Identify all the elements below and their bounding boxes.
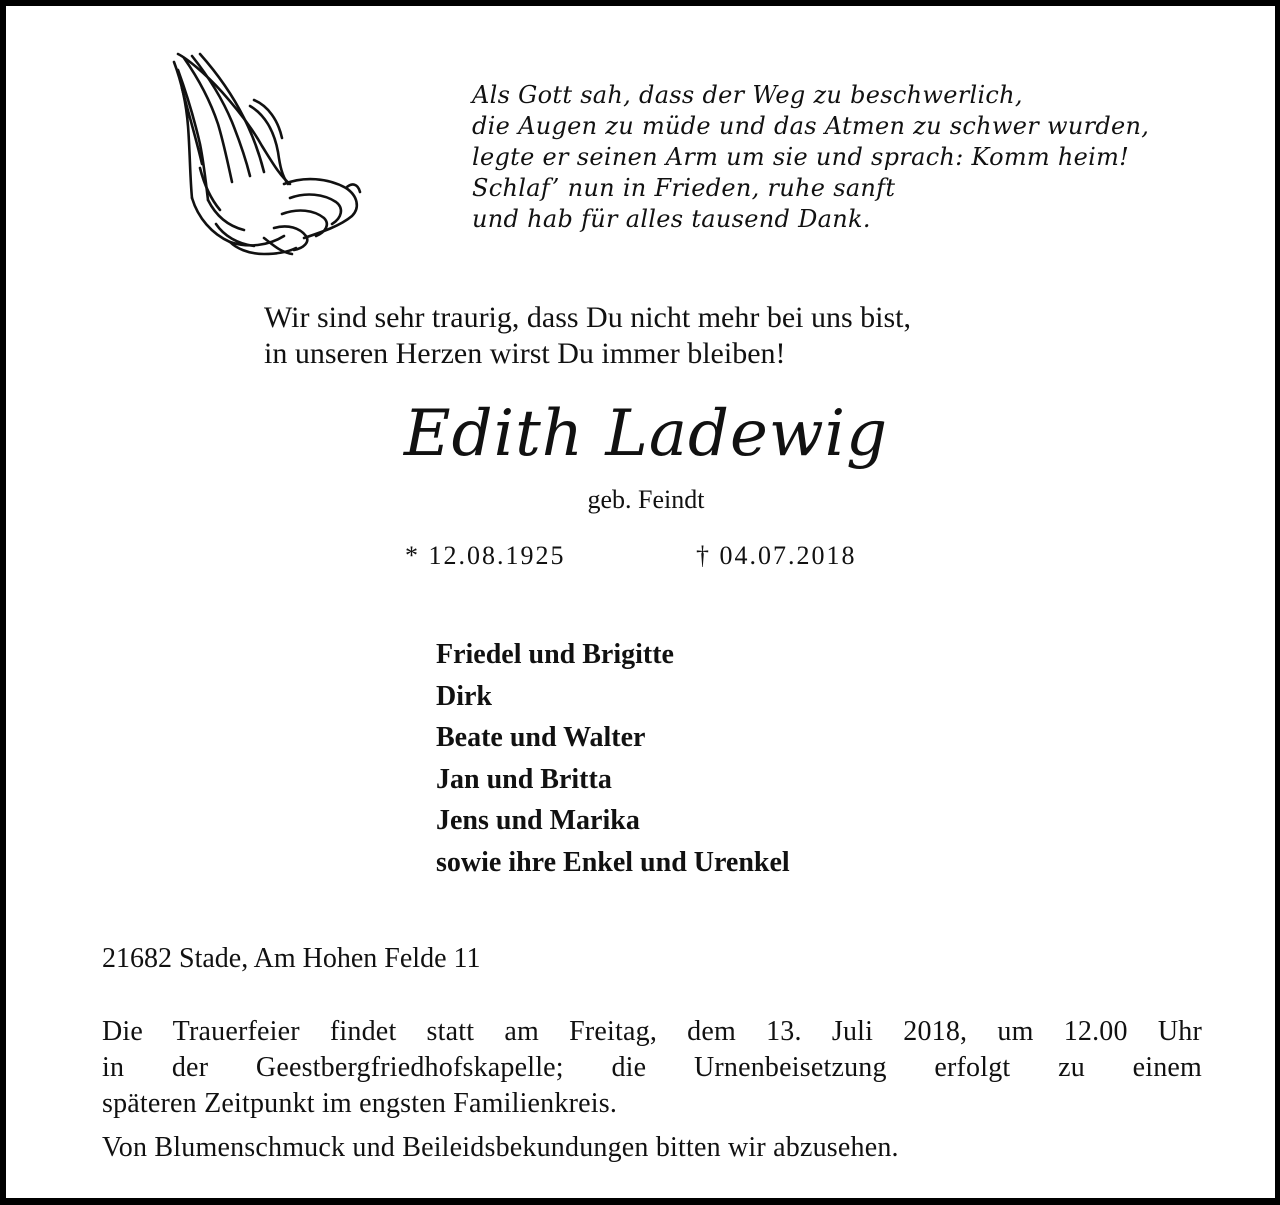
mourner-entry: Jan und Britta xyxy=(436,763,612,795)
deceased-name: Edith Ladewig xyxy=(403,397,889,471)
intro-text xyxy=(264,300,1164,372)
intro-line: Wir sind sehr traurig, dass Du nicht mehr bei uns bist, xyxy=(264,301,912,334)
poem-line: und hab für alles tausend Dank. xyxy=(472,205,871,233)
poem-line: legte er seinen Arm um sie und sprach: Komm heim! xyxy=(472,143,1130,171)
ceremony-line: Die Trauerfeier findet statt am Freitag, dem 13. Juli 2018, um 12.00 Uhr xyxy=(102,1016,1202,1047)
poem-line: Als Gott sah, dass der Weg zu beschwerlich, xyxy=(472,81,1023,109)
closing-note: Von Blumenschmuck und Beileidsbekundungen bitten wir abzusehen. xyxy=(102,1132,899,1163)
family-address: 21682 Stade, Am Hohen Felde 11 xyxy=(102,943,481,974)
ceremony-info xyxy=(102,1014,1202,1122)
birth-name: geb. Feindt xyxy=(587,485,705,514)
mourners-list xyxy=(436,634,1036,883)
intro-line: in unseren Herzen wirst Du immer bleiben! xyxy=(264,337,786,370)
mourner-entry: Jens und Marika xyxy=(436,805,640,836)
poem-line: Schlaf’ nun in Frieden, ruhe sanft xyxy=(472,174,896,202)
poem-line: die Augen zu müde und das Atmen zu schwer wurden, xyxy=(472,112,1150,140)
death-date: † 04.07.2018 xyxy=(696,541,857,570)
mourner-entry: Dirk xyxy=(436,680,492,712)
mourner-entry: sowie ihre Enkel und Urenkel xyxy=(436,846,790,878)
ceremony-line: späteren Zeitpunkt im engsten Familienkreis. xyxy=(102,1088,618,1119)
mourner-entry: Beate und Walter xyxy=(436,722,646,753)
birth-date: * 12.08.1925 xyxy=(405,541,566,570)
memorial-poem xyxy=(472,80,1232,235)
praying-hands-icon xyxy=(164,48,364,258)
ceremony-line: in der Geestbergfriedhofskapelle; die Urnenbeisetzung erfolgt zu einem xyxy=(102,1052,1202,1083)
mourner-entry: Friedel und Brigitte xyxy=(436,639,674,670)
